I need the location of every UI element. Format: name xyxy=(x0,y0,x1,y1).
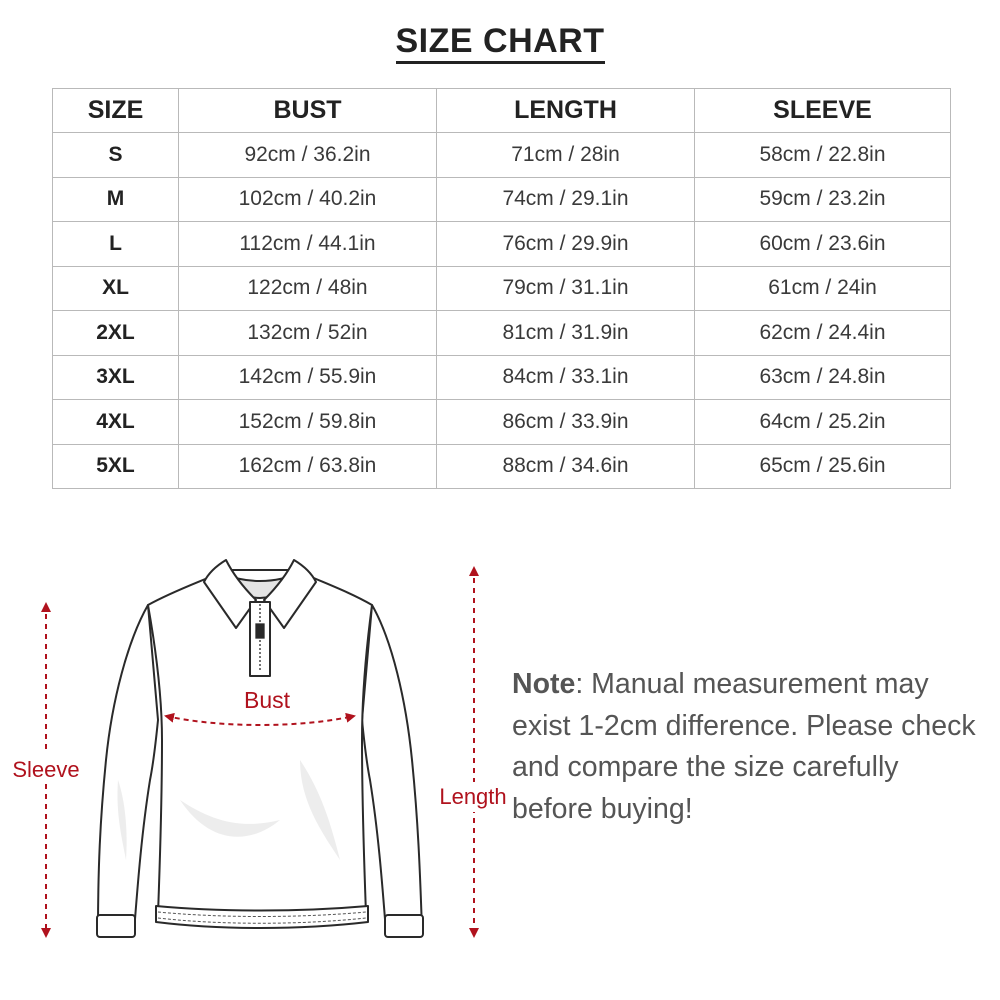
sleeve-label: Sleeve xyxy=(12,757,80,782)
cell-size: L xyxy=(53,222,179,267)
cell-size: M xyxy=(53,177,179,222)
cell-sleeve: 62cm / 24.4in xyxy=(695,311,951,356)
table-row xyxy=(53,222,951,267)
header-length: LENGTH xyxy=(437,89,695,133)
cell-length: 86cm / 33.9in xyxy=(437,400,695,445)
cell-size: 4XL xyxy=(53,400,179,445)
cell-length: 88cm / 34.6in xyxy=(437,444,695,489)
title-text: SIZE CHART xyxy=(396,22,605,64)
cell-bust: 142cm / 55.9in xyxy=(179,355,437,400)
cell-size: XL xyxy=(53,266,179,311)
table-row xyxy=(53,444,951,489)
cell-sleeve: 64cm / 25.2in xyxy=(695,400,951,445)
cell-bust: 112cm / 44.1in xyxy=(179,222,437,267)
table-header-row xyxy=(53,89,951,133)
cell-sleeve: 59cm / 23.2in xyxy=(695,177,951,222)
length-label: Length xyxy=(439,784,507,809)
note-label: Note xyxy=(512,668,576,700)
measurement-diagram xyxy=(0,540,520,1000)
cell-size: 5XL xyxy=(53,444,179,489)
cell-bust: 132cm / 52in xyxy=(179,311,437,356)
cell-bust: 92cm / 36.2in xyxy=(179,133,437,178)
cell-size: S xyxy=(53,133,179,178)
header-size: SIZE xyxy=(53,89,179,133)
table-row xyxy=(53,177,951,222)
cell-length: 71cm / 28in xyxy=(437,133,695,178)
size-table xyxy=(52,88,951,489)
shirt-diagram xyxy=(0,540,520,1000)
cell-length: 74cm / 29.1in xyxy=(437,177,695,222)
cell-sleeve: 65cm / 25.6in xyxy=(695,444,951,489)
cell-length: 81cm / 31.9in xyxy=(437,311,695,356)
table-row xyxy=(53,311,951,356)
table-row xyxy=(53,133,951,178)
cell-size: 2XL xyxy=(53,311,179,356)
header-sleeve: SLEEVE xyxy=(695,89,951,133)
cell-length: 79cm / 31.1in xyxy=(437,266,695,311)
cell-sleeve: 60cm / 23.6in xyxy=(695,222,951,267)
cell-sleeve: 61cm / 24in xyxy=(695,266,951,311)
bust-label: Bust xyxy=(243,687,291,713)
cell-bust: 152cm / 59.8in xyxy=(179,400,437,445)
note-body: : Manual measurement may exist 1-2cm difference. Please check and compare the size carefully before buying! xyxy=(512,668,976,825)
cell-sleeve: 63cm / 24.8in xyxy=(695,355,951,400)
cell-length: 84cm / 33.1in xyxy=(437,355,695,400)
cell-bust: 122cm / 48in xyxy=(179,266,437,311)
cell-bust: 162cm / 63.8in xyxy=(179,444,437,489)
header-bust: BUST xyxy=(179,89,437,133)
cell-sleeve: 58cm / 22.8in xyxy=(695,133,951,178)
cell-size: 3XL xyxy=(53,355,179,400)
cell-bust: 102cm / 40.2in xyxy=(179,177,437,222)
page-title xyxy=(0,22,1000,61)
table-row xyxy=(53,266,951,311)
cell-length: 76cm / 29.9in xyxy=(437,222,695,267)
note-text-block xyxy=(512,664,982,830)
table-row xyxy=(53,400,951,445)
table-row xyxy=(53,355,951,400)
